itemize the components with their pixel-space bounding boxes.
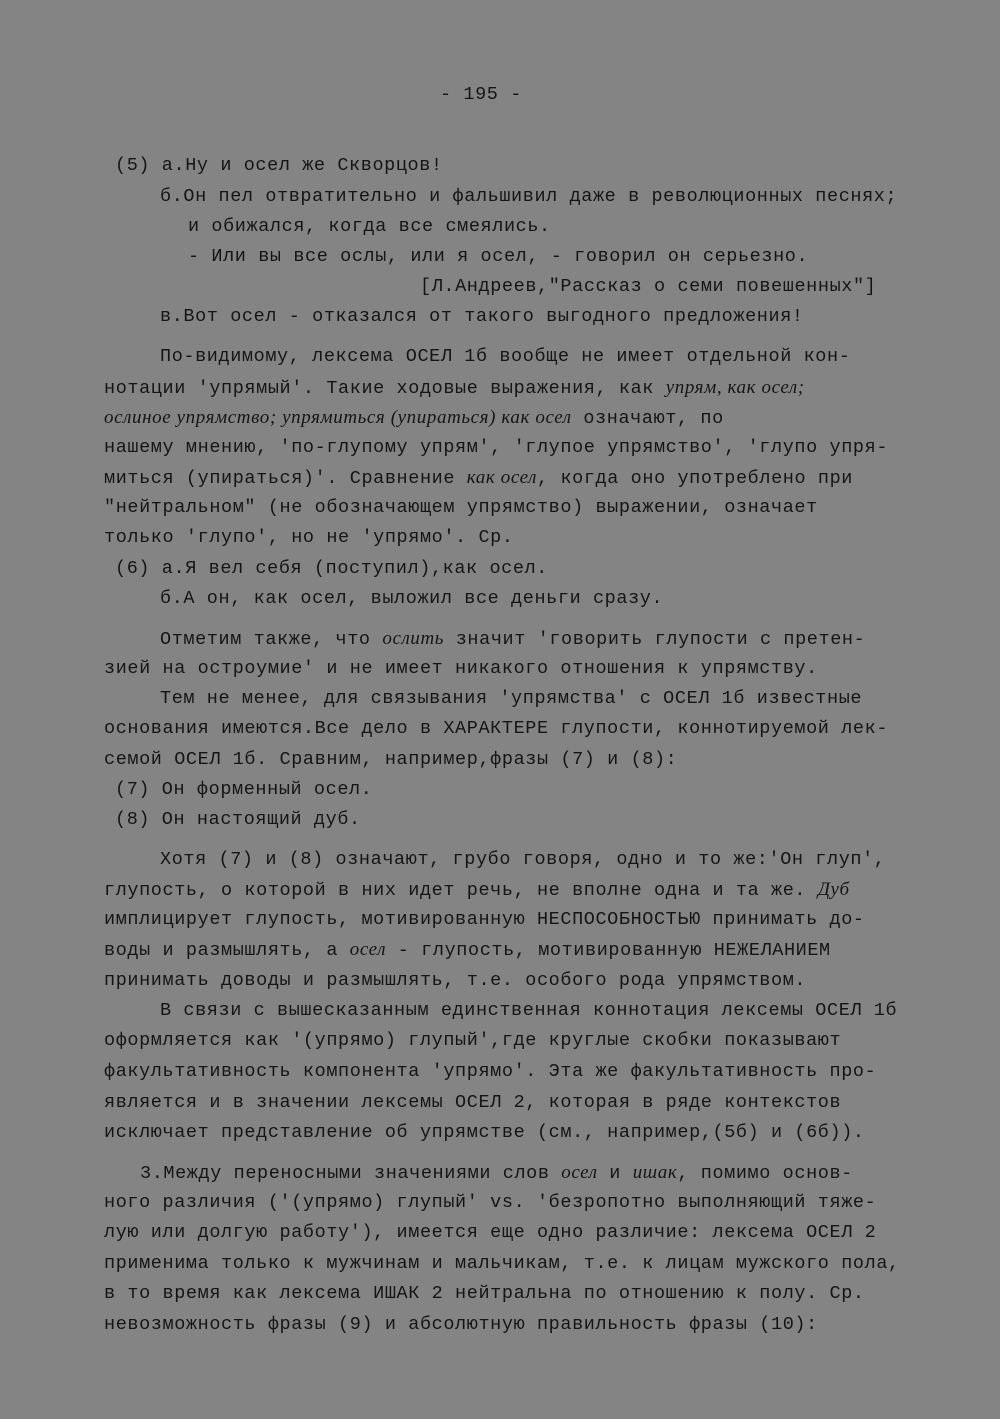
text-line (160, 849, 886, 870)
text-segment: Хотя (7) и (8) означают, грубо говоря, одно и то же:'Он глуп', (160, 849, 886, 870)
text-segment: принимать доводы и размышлять, т.е. особого рода упрямством. (104, 970, 807, 991)
text-line (420, 276, 876, 297)
text-segment: зией на остроумие' и не имеет никакого отношения к упрямству. (104, 658, 818, 679)
page-number: - 195 - (440, 84, 522, 105)
text-line (160, 688, 862, 709)
text-segment: 3.Между переносными значениями слов (140, 1163, 562, 1184)
text-line (104, 1222, 876, 1243)
italic-segment: осел (561, 1162, 598, 1183)
text-segment: (6) а.Я вел себя (поступил),как осел. (115, 558, 548, 579)
italic-segment: как осел (466, 467, 538, 488)
text-segment: нотации 'упрямый'. Такие ходовые выражения, как (104, 378, 666, 399)
text-line (160, 628, 865, 650)
text-line (104, 718, 888, 739)
text-segment: В связи с вышесказанным единственная коннотация лексемы ОСЕЛ 1б (160, 1000, 898, 1021)
text-segment: "нейтральном" (не обозначающем упрямство) выражении, означает (104, 497, 818, 518)
text-segment: применима только к мужчинам и мальчикам, т.е. к лицам мужского пола, (104, 1253, 900, 1274)
text-segment: (7) Он форменный осел. (115, 779, 373, 800)
text-line (104, 527, 514, 548)
text-segment: Тем не менее, для связывания 'упрямства' с ОСЕЛ 1б известные (160, 688, 863, 709)
italic-segment: Дуб (817, 879, 850, 900)
text-line (104, 1092, 841, 1113)
text-segment: в то время как лексема ИШАК 2 нейтральна по отношению к полу. Ср. (104, 1283, 865, 1304)
italic-segment: ослиное упрямство; упрямиться (упираться) как осел (104, 407, 572, 428)
text-line (104, 909, 865, 930)
text-line (104, 749, 677, 770)
text-segment: , помимо основ- (677, 1163, 853, 1184)
text-segment: воды и размышлять, а (104, 940, 350, 961)
text-segment: основания имеются.Все дело в ХАРАКТЕРЕ глупости, коннотируемой лек- (104, 718, 889, 739)
text-line (104, 970, 806, 991)
text-line (160, 588, 663, 609)
text-line (104, 377, 805, 399)
text-segment: [Л.Андреев,"Рассказ о семи повешенных"] (420, 276, 877, 297)
text-segment: (8) Он настоящий дуб. (115, 809, 361, 830)
text-line (104, 658, 818, 679)
text-line (115, 809, 361, 830)
italic-segment: осел (349, 939, 387, 960)
text-segment: миться (упираться)'. Сравнение (104, 468, 467, 489)
text-segment: б.Он пел отвратительно и фальшивил даже в революционных песнях; (160, 186, 898, 207)
text-segment: имплицирует глупость, мотивированную НЕСПОСОБНОСТЬЮ принимать до- (104, 909, 865, 930)
text-line (104, 1122, 865, 1143)
text-segment: - глупость, мотивированную НЕЖЕЛАНИЕМ (386, 940, 831, 961)
text-segment: значит 'говорить глупости с претен- (444, 629, 866, 650)
text-segment: невозможность фразы (9) и абсолютную правильность фразы (10): (104, 1314, 818, 1335)
text-segment: является и в значении лексемы ОСЕЛ 2, которая в ряде контекстов (104, 1092, 842, 1113)
text-line (160, 186, 897, 207)
text-segment: - Или вы все ослы, или я осел, - говорил он серьезно. (188, 246, 809, 267)
text-line (104, 1253, 900, 1274)
text-line (104, 1061, 876, 1082)
text-segment: оформляется как '(упрямо) глупый',где круглые скобки показывают (104, 1030, 842, 1051)
text-line (115, 155, 443, 176)
text-segment: По-видимому, лексема ОСЕЛ 1б вообще не имеет отдельной кон- (160, 346, 851, 367)
text-segment: б.А он, как осел, выложил все деньги сразу. (160, 588, 664, 609)
text-segment: , когда оно употреблено при (537, 468, 853, 489)
text-line (104, 437, 888, 458)
text-line (104, 1030, 841, 1051)
text-line (160, 1000, 897, 1021)
text-line (188, 246, 808, 267)
italic-segment: упрям, как осел; (665, 377, 805, 398)
text-line (104, 1192, 876, 1213)
text-line (188, 216, 551, 237)
text-segment: факультативность компонента 'упрямо'. Эта же факультативность про- (104, 1061, 877, 1082)
text-segment: ного различия ('(упрямо) глупый' vs. 'безропотно выполняющий тяже- (104, 1192, 877, 1213)
text-segment: Отметим также, что (160, 629, 383, 650)
text-line (115, 558, 548, 579)
italic-segment: ослить (382, 628, 445, 649)
text-segment: и (597, 1163, 633, 1184)
text-line (160, 346, 850, 367)
text-line (160, 306, 804, 327)
text-segment: семой ОСЕЛ 1б. Сравним, например,фразы (7) и (8): (104, 749, 678, 770)
text-segment: означают, по (571, 408, 724, 429)
text-line (104, 407, 724, 429)
text-segment: нашему мнению, 'по-глупому упрям', 'глупое упрямство', 'глупо упря- (104, 437, 889, 458)
text-segment: лую или долгую работу'), имеется еще одно различие: лексема ОСЕЛ 2 (104, 1222, 877, 1243)
text-segment: глупость, о которой в них идет речь, не вполне одна и та же. (104, 880, 818, 901)
text-line (104, 1283, 865, 1304)
text-line (104, 467, 853, 489)
text-line (104, 497, 818, 518)
text-line (104, 939, 831, 961)
text-line (104, 879, 850, 901)
text-line (140, 1162, 853, 1184)
text-segment: в.Вот осел - отказался от такого выгодного предложения! (160, 306, 804, 327)
text-line (104, 1314, 818, 1335)
italic-segment: ишак (632, 1162, 678, 1183)
text-segment: и обижался, когда все смеялись. (188, 216, 551, 237)
text-line (115, 779, 372, 800)
text-segment: только 'глупо', но не 'упрямо'. Ср. (104, 527, 514, 548)
text-segment: исключает представление об упрямстве (см., например,(5б) и (6б)). (104, 1122, 865, 1143)
text-segment: (5) а.Ну и осел же Скворцов! (115, 155, 443, 176)
